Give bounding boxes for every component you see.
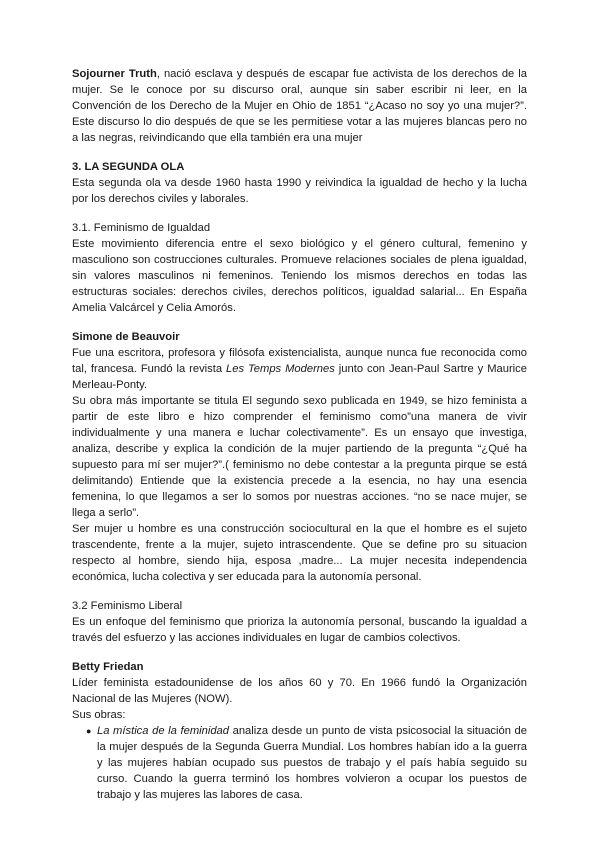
liberal-text: Es un enfoque del feminismo que prioriza la autonomía personal, buscando la igualdad a través del esfuerzo y las acciones individuales en lugar de cambios colectivos. <box>72 616 527 644</box>
bullet-icon: ● <box>86 726 92 736</box>
beauvoir-paragraph-3: Ser mujer u hombre es una construcción sociocultural en la que el hombre es el sujeto trascendente, frente a la mujer, sujeto intrascendente. Que se define pro su situacion respecto al hombre, siendo hija, esposa ,madre... La mujer necesita independencia económica, lucha colectiva y ser educada para la autonomía personal. <box>72 523 527 583</box>
beauvoir-p1-after: junto con Jean-Paul Sartre y Maurice Merleau-Ponty. <box>72 363 527 391</box>
beauvoir-paragraph-1 <box>72 345 527 393</box>
beauvoir-journal-title: Les Temps Modernes <box>226 363 335 375</box>
beauvoir-name: Simone de Beauvoir <box>72 331 180 343</box>
truth-name: Sojourner Truth <box>72 68 157 80</box>
document-body <box>72 66 527 803</box>
section-heading-segunda-ola: 3. LA SEGUNDA OLA <box>72 161 185 173</box>
truth-text: , nació esclava y después de escapar fue activista de los derechos de la mujer. Se le conoce por su discurso oral, aunque sin saber escribir ni leer, en la Convención de los Derecho de la Mujer en Ohio de 1851 “¿Acaso no soy yo una mujer?”. Este discurso lo dio después de que se les permitiese votar a las mujeres blancas pero no a las negras, reivindicando que ella también era una mujer <box>72 68 527 144</box>
friedan-text: Líder feminista estadounidense de los años 60 y 70. En 1966 fundó la Organización Nacional de las Mujeres (NOW). <box>72 677 527 705</box>
beauvoir-p1-before: Fue una escritora, profesora y filósofa existencialista, aunque nunca fue reconocida como tal, francesa. Fundó la revista <box>72 347 527 375</box>
beauvoir-paragraph-2: Su obra más importante se titula El segundo sexo publicada en 1949, se hizo feminista a partir de este libro e hizo comprender el feminismo como”una manera de vivir individualmente y una manera e luchar colectivamente”. Es un ensayo que investiga, analiza, describe y explica la condición de la mujer partiendo de la pregunta “¿Qué ha supuesto para mí ser mujer?”.( feminismo no debe contestar a la pregunta pirque se está delimitando) Entiende que la existencia precede a la esencia, no hay una esencia femenina, lo que llegamos a ser lo somos por nuestras acciones. “no se nace mujer, se llega a serlo”. <box>72 395 527 519</box>
truth-paragraph <box>72 66 527 146</box>
segunda-ola-text: Esta segunda ola va desde 1960 hasta 1990 y reivindica la igualdad de hecho y la lucha por los derechos civiles y laborales. <box>72 177 527 205</box>
work-title: La mística de la feminidad <box>97 725 229 737</box>
subsection-heading-igualdad: 3.1. Feminismo de Igualdad <box>72 222 211 234</box>
friedan-works-list <box>72 723 527 803</box>
subsection-heading-liberal: 3.2 Feminismo Liberal <box>72 600 183 612</box>
list-item <box>72 723 527 803</box>
friedan-obras-label: Sus obras: <box>72 709 126 721</box>
friedan-name: Betty Friedan <box>72 661 144 673</box>
work-description: analiza desde un punto de vista psicosocial la situación de la mujer después de la Segunda Guerra Mundial. Los hombres habían ido a la guerra y las mujeres habían ocupado sus puestos de trabajo y el país había seguido su curso. Cuando la guerra terminó los hombres volvieron a ocupar los puestos de trabajo y las mujeres las labores de casa. <box>97 725 527 801</box>
igualdad-text: Este movimiento diferencia entre el sexo biológico y el género cultural, femenino y masculiono son costrucciones culturales. Promueve relaciones sociales de plena igualdad, sin valores masculinos ni femeninos. Teniendo los mismos derechos en todas las estructuras sociales: derechos civiles, derechos políticos, igualdad salarial... En España Amelia Valcárcel y Celia Amorós. <box>72 238 527 314</box>
